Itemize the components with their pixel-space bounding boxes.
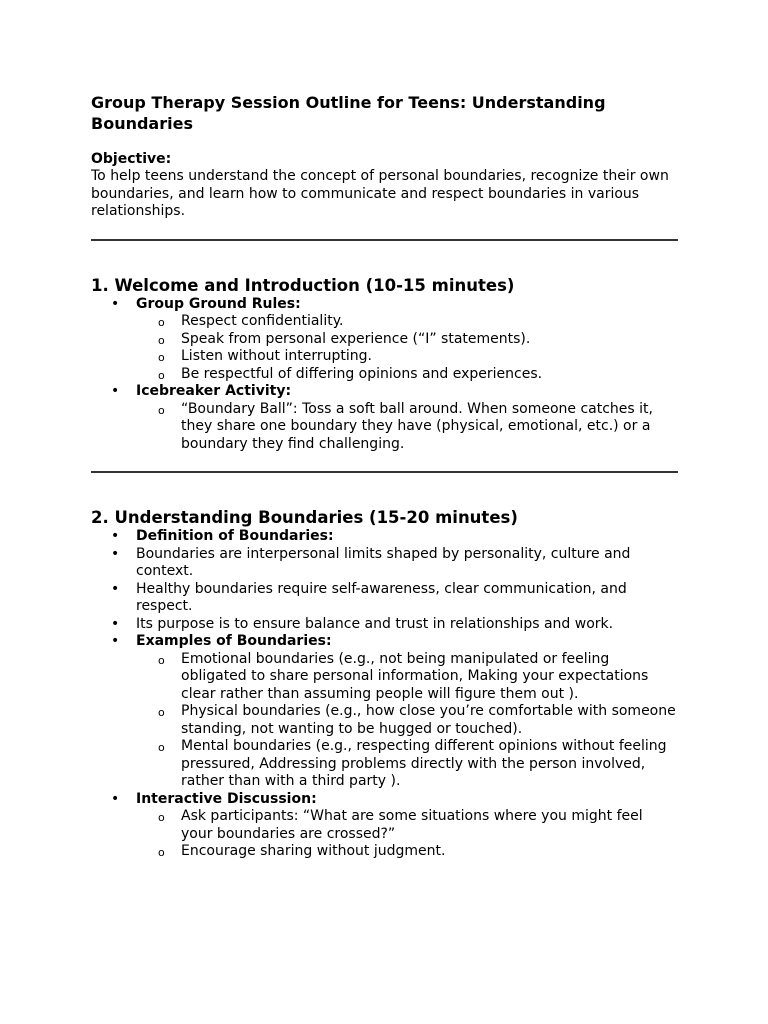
- list-item: o Listen without interrupting.: [136, 348, 678, 366]
- bullet-icon: •: [111, 545, 120, 562]
- list-item-examples: [91, 633, 678, 791]
- list-item: o “Boundary Ball”: Toss a soft ball around. When someone catches it, they share one boundary they have (physical, emotional, etc.) or a boundary they find challenging.: [158, 400, 653, 452]
- list-item-icebreaker: [91, 383, 678, 453]
- bullet-icon: •: [111, 615, 120, 632]
- circle-bullet-icon: o: [158, 811, 165, 824]
- objective-text: To help teens understand the concept of personal boundaries, recognize their own boundaries, and learn how to communicate and respect boundaries in various relationships.: [91, 168, 669, 219]
- examples-label: Examples of Boundaries:: [136, 633, 332, 649]
- list-item: o Speak from personal experience (“I” statements).: [136, 331, 678, 349]
- list-item: o Encourage sharing without judgment.: [136, 843, 678, 861]
- bullet-icon: •: [111, 528, 120, 544]
- discussion-list: [136, 808, 678, 861]
- discussion-label: Interactive Discussion:: [136, 790, 317, 807]
- bullet-icon: •: [111, 295, 120, 312]
- list-item: • Its purpose is to ensure balance and trust in relationships and work.: [111, 615, 614, 632]
- document-page: [91, 92, 678, 861]
- circle-bullet-icon: o: [158, 403, 165, 417]
- list-item: o Ask participants: “What are some situations where you might feel your boundaries are crossed?”: [158, 808, 643, 842]
- bullet-icon: •: [111, 383, 120, 399]
- list-item-discussion: [91, 791, 678, 861]
- section-1-heading: 1. Welcome and Introduction (10-15 minutes): [91, 275, 515, 295]
- section-1-list: [91, 296, 678, 454]
- circle-bullet-icon: o: [158, 316, 165, 329]
- circle-bullet-icon: o: [158, 333, 165, 347]
- bullet-icon: •: [111, 633, 120, 649]
- list-item: o Emotional boundaries (e.g., not being manipulated or feeling obligated to share personal information, Making your expectations clear rather than assuming people will figure them out ).: [158, 650, 649, 702]
- objective-label: Objective:: [91, 151, 172, 167]
- examples-list: [136, 651, 678, 791]
- list-item: o Physical boundaries (e.g., how close you’re comfortable with someone standing, not wanting to be hugged or touched).: [158, 703, 676, 737]
- list-item: o Be respectful of differing opinions and experiences.: [136, 366, 678, 384]
- section-divider: [91, 471, 678, 473]
- circle-bullet-icon: o: [158, 653, 165, 667]
- list-item: • Healthy boundaries require self-awareness, clear communication, and respect.: [111, 580, 627, 614]
- ground-rules-label: Group Ground Rules:: [136, 295, 301, 312]
- circle-bullet-icon: o: [158, 846, 165, 859]
- list-item: o Respect confidentiality.: [136, 313, 678, 331]
- bullet-icon: •: [111, 580, 120, 597]
- icebreaker-label: Icebreaker Activity:: [136, 383, 292, 399]
- ground-rules-list: [136, 313, 678, 383]
- list-item-definition: [91, 528, 678, 546]
- circle-bullet-icon: o: [158, 368, 165, 382]
- icebreaker-list: [136, 401, 678, 454]
- circle-bullet-icon: o: [158, 351, 165, 364]
- circle-bullet-icon: o: [158, 706, 165, 719]
- section-divider: [91, 239, 678, 241]
- list-item-ground-rules: [91, 296, 678, 384]
- section-2-list: [91, 528, 678, 861]
- bullet-icon: •: [111, 790, 120, 807]
- circle-bullet-icon: o: [158, 741, 165, 754]
- definition-label: Definition of Boundaries:: [136, 528, 334, 544]
- list-item: • Boundaries are interpersonal limits shaped by personality, culture and context.: [111, 545, 631, 579]
- section-2-heading: 2. Understanding Boundaries (15-20 minutes): [91, 508, 518, 527]
- document-title: Group Therapy Session Outline for Teens: Understanding Boundaries: [91, 93, 606, 133]
- list-item: o Mental boundaries (e.g., respecting different opinions without feeling pressured, Addressing problems directly with the person involved, rather than with a third party ).: [158, 738, 667, 789]
